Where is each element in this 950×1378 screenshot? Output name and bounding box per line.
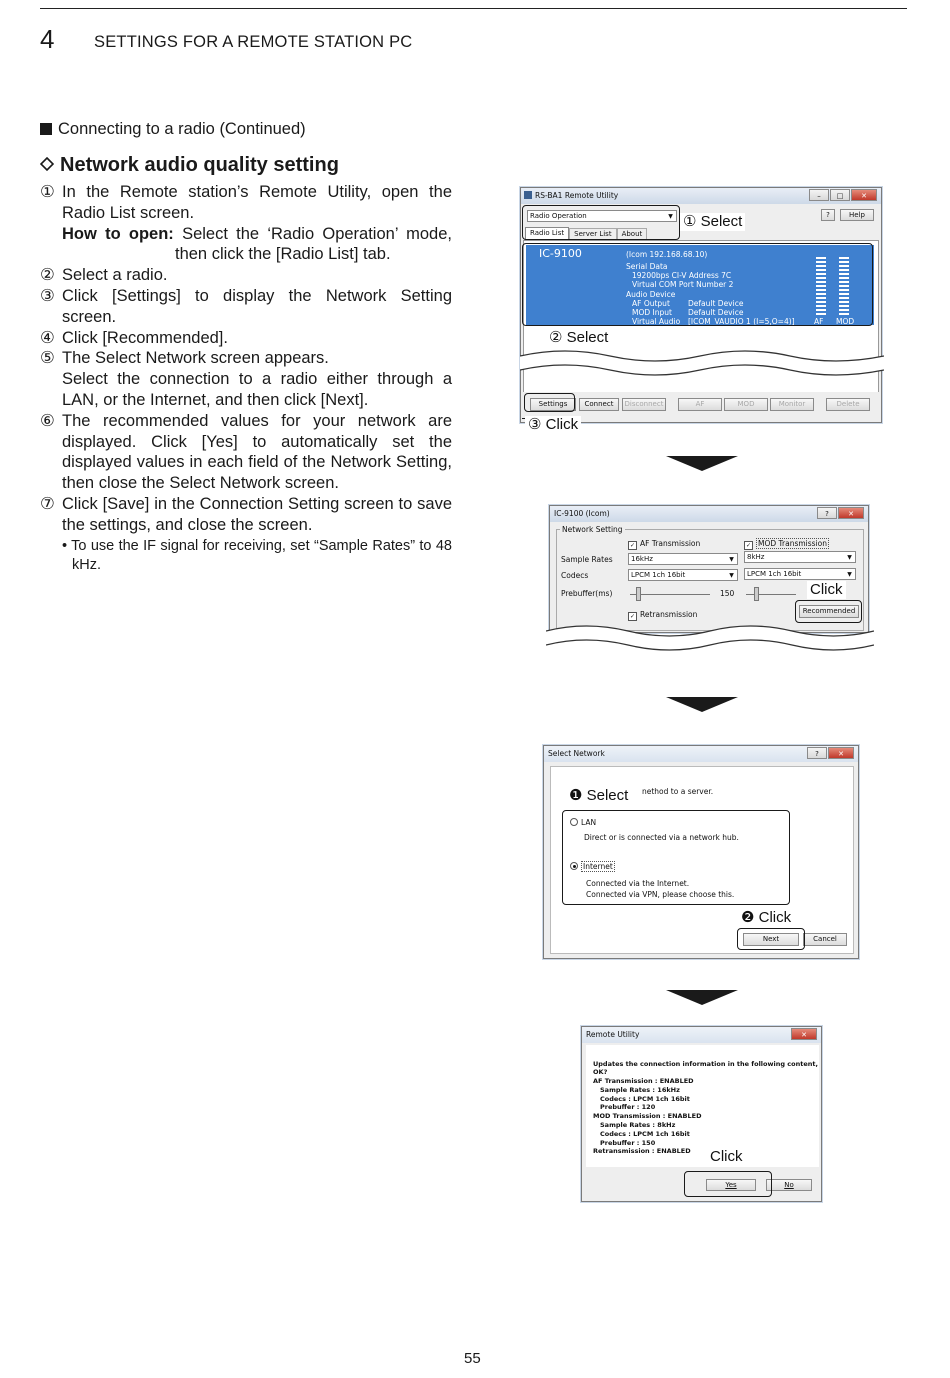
virtual-com: Virtual COM Port Number 2 [632, 280, 734, 289]
connect-button[interactable]: Connect [579, 398, 619, 411]
instruction-text: nethod to a server. [642, 787, 714, 796]
close-button[interactable]: ✕ [828, 747, 854, 759]
summary-line: Codecs : LPCM 1ch 16bit [600, 1129, 690, 1138]
diamond-outline-icon [40, 157, 54, 171]
lan-description: Direct or is connected via a network hub. [584, 833, 739, 842]
step-4: ④ Click [Recommended]. [40, 328, 228, 347]
recommended-button[interactable]: Recommended [799, 605, 859, 618]
close-button[interactable]: ✕ [851, 189, 877, 201]
prebuffer-value: 150 [720, 589, 735, 598]
question-button[interactable]: ? [821, 209, 835, 221]
af-codecs-select[interactable]: LPCM 1ch 16bit ▼ [628, 569, 738, 581]
app-icon [524, 191, 532, 199]
mod-prebuffer-thumb[interactable] [754, 587, 759, 601]
minimize-button[interactable]: – [809, 189, 829, 201]
title-bar [521, 188, 881, 204]
serial-detail: 19200bps CI-V Address 7C [632, 271, 732, 280]
no-button[interactable]: No [766, 1179, 812, 1191]
step-3: ③ Click [Settings] to display the Network Setting screen. [40, 286, 452, 326]
top-rule [40, 8, 907, 9]
torn-edge [520, 346, 884, 380]
settings-button[interactable]: Settings [530, 398, 576, 411]
window-title: Remote Utility [586, 1030, 640, 1039]
prebuffer-label: Prebuffer(ms) [561, 589, 613, 598]
retransmission-checkbox[interactable]: ✓ Retransmission [629, 610, 698, 620]
down-arrow-1-icon [666, 456, 738, 472]
chevron-down-icon: ▼ [668, 213, 673, 220]
help-button[interactable]: ? [807, 747, 827, 759]
virtual-audio-label: Virtual Audio [632, 317, 681, 326]
window-title: IC-9100 (Icom) [554, 509, 610, 518]
callout-click-next: ❷ Click [738, 909, 794, 927]
disconnect-button[interactable]: Disconnect [622, 398, 666, 411]
chevron-down-icon: ▼ [847, 554, 852, 561]
help-button[interactable]: Help [840, 209, 874, 221]
callout-box-next [737, 928, 805, 950]
step-7: ⑦ Click [Save] in the Connection Setting screen to save the settings, and close the screen. [40, 494, 452, 534]
callout-select-2: ② Select [546, 329, 611, 347]
settings-summary [593, 1077, 702, 1156]
close-button[interactable]: ✕ [838, 507, 864, 519]
chevron-down-icon: ▼ [729, 556, 734, 563]
audio-device-label: Audio Device [626, 290, 676, 299]
title-bar [550, 506, 868, 522]
callout-box-mode [522, 205, 680, 240]
step-5-detail: Select the connection to a radio either through a LAN, or the Internet, and then click [Next]. [62, 370, 452, 409]
next-button[interactable]: Next [743, 933, 799, 946]
sample-rates-label: Sample Rates [561, 555, 613, 564]
af-sample-rates-select[interactable]: 16kHz ▼ [628, 553, 738, 565]
summary-line: Prebuffer : 150 [600, 1138, 656, 1147]
monitor-button[interactable]: Monitor [770, 398, 814, 411]
summary-line: Retransmission : ENABLED [593, 1147, 691, 1156]
mod-button[interactable]: MOD [724, 398, 768, 411]
radio-name: IC-9100 [539, 247, 582, 260]
callout-box-yes [684, 1171, 772, 1197]
af-prebuffer-thumb[interactable] [636, 587, 641, 601]
callout-click-3: ③ Click [525, 416, 581, 434]
page-number: 55 [464, 1350, 481, 1367]
section-title: Connecting to a radio (Continued) [40, 120, 306, 139]
tab-server-list[interactable]: Server List [569, 228, 616, 240]
cancel-button[interactable]: Cancel [803, 933, 847, 946]
callout-box-network-options [562, 810, 790, 905]
window-title: Select Network [548, 749, 605, 758]
summary-line: AF Transmission : ENABLED [593, 1077, 694, 1085]
step-6: ⑥ The recommended values for your network are displayed. Click [Yes] to automatically set the displayed values in each field of the Network Setting, then close the Select Network screen. [40, 411, 452, 493]
callout-select-1: ① Select [680, 213, 745, 231]
chapter-title: SETTINGS FOR A REMOTE STATION PC [94, 33, 413, 51]
af-transmission-checkbox[interactable]: ✓ AF Transmission [629, 539, 701, 549]
torn-edge [546, 621, 874, 655]
virtual-audio-value: [ICOM_VAUDIO 1 (I=5,O=4)] [688, 317, 795, 326]
confirm-question: Updates the connection information in the following content, OK? [593, 1060, 818, 1076]
title-bar [544, 746, 858, 762]
window-title: RS-BA1 Remote Utility [535, 191, 619, 200]
mod-input-value: Default Device [688, 308, 744, 317]
af-prebuffer-slider[interactable] [630, 594, 710, 595]
summary-line: Prebuffer : 120 [600, 1103, 656, 1112]
group-label: Network Setting [562, 525, 623, 534]
mod-transmission-checkbox[interactable]: ✓ MOD Transmission [745, 539, 827, 549]
maximize-button[interactable]: □ [830, 189, 850, 201]
internet-description-2: Connected via VPN, please choose this. [586, 890, 735, 899]
how-to-open: How to open: Select the ‘Radio Operation’ mode, then click the [Radio List] tab. [62, 224, 452, 264]
af-meter-label: AF [814, 317, 824, 326]
subsection-title: Network audio quality setting [40, 154, 339, 177]
summary-line: MOD Transmission : ENABLED [593, 1112, 702, 1121]
step-1: ① In the Remote station’s Remote Utility, open the Radio List screen. [40, 183, 452, 222]
close-button[interactable]: ✕ [791, 1028, 817, 1040]
callout-select-network: ❶ Select [566, 787, 631, 805]
lan-radio[interactable]: LAN [570, 818, 596, 827]
mod-input-label: MOD Input [632, 308, 672, 317]
tab-about[interactable]: About [617, 228, 648, 240]
summary-line: Sample Rates : 8kHz [600, 1120, 676, 1129]
chevron-down-icon: ▼ [729, 572, 734, 579]
af-output-label: AF Output [632, 299, 670, 308]
summary-line: Codecs : LPCM 1ch 16bit [600, 1094, 690, 1103]
title-bar [582, 1027, 821, 1043]
callout-click-recommended: Click [807, 581, 846, 599]
down-arrow-2-icon [666, 697, 738, 713]
mode-select[interactable]: Radio Operation ▼ [527, 210, 677, 222]
help-button[interactable]: ? [817, 507, 837, 519]
mod-codecs-select[interactable]: LPCM 1ch 16bit ▼ [744, 568, 856, 580]
callout-click-yes: Click [707, 1148, 746, 1166]
step-2: ② Select a radio. [40, 266, 168, 285]
delete-button[interactable]: Delete [826, 398, 870, 411]
black-square-icon [40, 123, 52, 135]
af-button[interactable]: AF [678, 398, 722, 411]
callout-box-radio [522, 243, 873, 326]
codecs-label: Codecs [561, 571, 589, 580]
af-output-value: Default Device [688, 299, 744, 308]
down-arrow-3-icon [666, 990, 738, 1006]
callout-box-settings [524, 393, 575, 412]
summary-line: Sample Rates : 16kHz [600, 1085, 680, 1094]
chevron-down-icon: ▼ [847, 571, 852, 578]
mod-meter-label: MOD [836, 317, 855, 326]
mod-sample-rates-select[interactable]: 8kHz ▼ [744, 551, 856, 563]
instruction-steps [40, 182, 452, 575]
step-5: ⑤ The Select Network screen appears. [40, 349, 329, 368]
chapter-number: 4 [40, 24, 55, 54]
yes-button[interactable]: Yes [706, 1179, 756, 1191]
serial-data-label: Serial Data [626, 262, 668, 271]
note-bullet: • To use the IF signal for receiving, set “Sample Rates” to 48 kHz. [62, 537, 452, 573]
callout-box-recommended [795, 600, 862, 623]
internet-description-1: Connected via the Internet. [586, 879, 690, 888]
tab-radio-list[interactable]: Radio List [525, 227, 569, 240]
internet-radio[interactable]: Internet [570, 862, 615, 871]
radio-address: (Icom 192.168.68.10) [626, 250, 708, 259]
